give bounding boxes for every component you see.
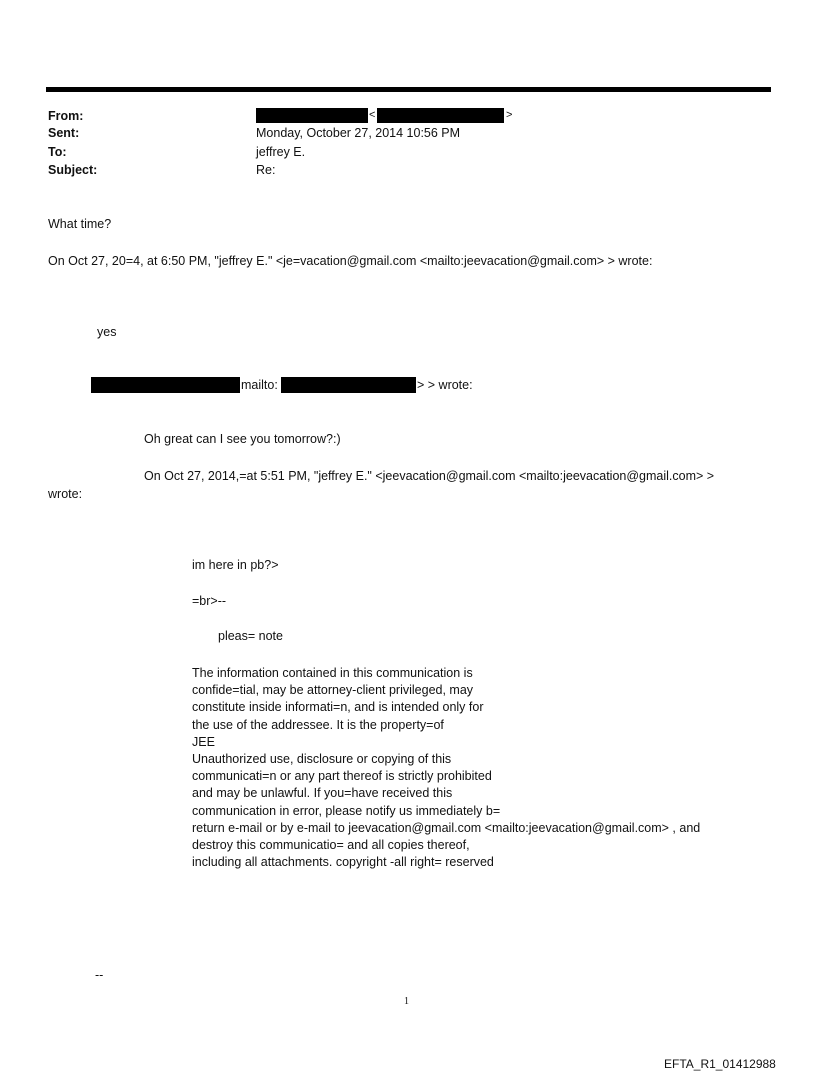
quote-header-2-wrote: wrote:	[48, 487, 83, 501]
quote-header-1: On Oct 27, 20=4, at 6:50 PM, "jeffrey E." <je=vacation@gmail.com <mailto:jeevacation@gmail.com> > wrote:	[48, 254, 653, 268]
document-id: EFTA_R1_01412988	[664, 1057, 776, 1071]
page-number: 1	[404, 996, 409, 1007]
signature-dashes: --	[95, 968, 104, 982]
disclaimer-line: JEE	[192, 734, 215, 749]
disclaimer-line: The information contained in this communication is	[192, 666, 473, 680]
subject-value: Re:	[256, 163, 276, 177]
subject-label: Subject:	[48, 163, 98, 177]
disclaimer-line: including all attachments. copyright -all right= reserved	[192, 855, 494, 870]
redaction-sender-email	[281, 377, 416, 393]
disclaimer-line: confide=tial, may be attorney-client privileged, may	[192, 683, 474, 698]
message-im-here: im here in pb?>	[192, 558, 279, 572]
redaction-from-name	[256, 108, 368, 123]
disclaimer-line: communication in error, please notify us immediately b=	[192, 803, 501, 818]
disclaimer-line: return e-mail or by e-mail to jeevacation@gmail.com <mailto:jeevacation@gmail.com> , and	[192, 820, 701, 835]
from-label: From:	[48, 109, 84, 123]
to-value: jeffrey E.	[256, 145, 306, 159]
redaction-from-email	[377, 108, 504, 123]
to-label: To:	[48, 145, 67, 159]
sent-value: Monday, October 27, 2014 10:56 PM	[256, 126, 461, 140]
mailto-tail: > > wrote:	[417, 378, 473, 392]
from-gt: >	[506, 109, 513, 121]
disclaimer-line: communicati=n or any part thereof is strictly prohibited	[192, 769, 492, 784]
disclaimer-line: Unauthorized use, disclosure or copying of this	[192, 752, 452, 767]
message-oh-great: Oh great can I see you tomorrow?:)	[144, 432, 341, 446]
header-rule	[46, 87, 771, 92]
reply-text: What time?	[48, 217, 112, 231]
from-lt: <	[369, 109, 376, 121]
disclaimer-line: destroy this communicatio= and all copies thereof,	[192, 838, 470, 853]
disclaimer-paragraph	[192, 665, 700, 871]
mailto-text: mailto:	[241, 378, 278, 392]
disclaimer-line: the use of the addressee. It is the property=of	[192, 717, 444, 732]
disclaimer-line: constitute inside informati=n, and is intended only for	[192, 700, 484, 715]
quote-header-2: On Oct 27, 2014,=at 5:51 PM, "jeffrey E." <jeevacation@gmail.com <mailto:jeevacation@gmail.com> >	[144, 469, 715, 483]
message-br: =br>--	[192, 594, 227, 608]
reply-yes: yes	[97, 325, 117, 339]
sent-label: Sent:	[48, 126, 80, 140]
please-note: pleas= note	[218, 629, 283, 643]
disclaimer-line: and may be unlawful. If you=have received this	[192, 786, 453, 801]
redaction-sender-name	[91, 377, 240, 393]
